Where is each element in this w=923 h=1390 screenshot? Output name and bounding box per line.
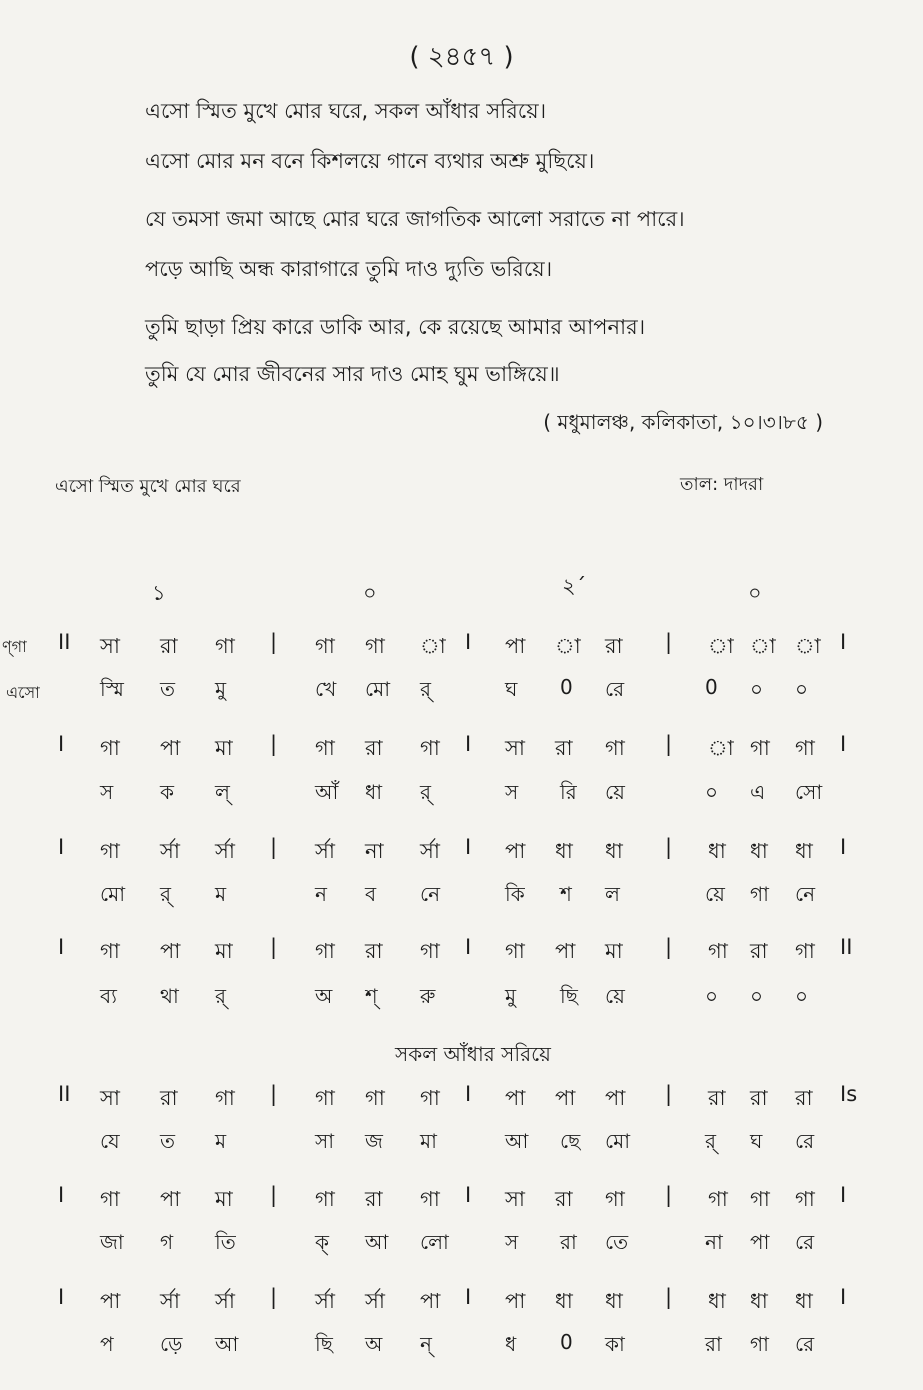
bar-line: | [270,1285,278,1309]
bar-line: I [58,1183,65,1207]
swara-note: র্সা [160,1289,180,1313]
lyric-syllable: লো [420,1230,449,1254]
swara-note: পা [605,1086,626,1110]
bar-line: | [270,1183,278,1207]
lyric-syllable: স [505,780,519,804]
swara-note: গা [315,634,335,658]
swara-note: া [420,634,446,658]
lyric-syllable: আঁ [315,780,339,804]
lyric-line: তুমি যে মোর জীবনের সার দাও মোহ ঘুম ভাঙ্গিয়ে॥ [145,362,560,386]
lyric-line: যে তমসা জমা আছে মোর ঘরে জাগতিক আলো সরাতে না পারে। [145,207,685,231]
bar-line: I [840,732,847,756]
lyric-syllable: গা [750,882,769,906]
swara-note: গা [750,1187,770,1211]
swara-note: ধা [605,1289,623,1313]
bar-line: I [840,835,847,859]
lyric-syllable: 0 [705,675,718,699]
swara-note: গা [315,736,335,760]
swara-note: মা [605,939,623,963]
beat-mark: ০ [748,581,762,605]
lyric-syllable: স [505,1230,519,1254]
lyric-syllable: যে [100,1129,120,1153]
swara-note: রা [750,1086,768,1110]
swara-note: সা [505,1187,525,1211]
bar-line: | [665,1183,673,1207]
swara-note: মা [215,939,233,963]
lyric-syllable: ত [160,1129,176,1153]
bar-line: I [840,1285,847,1309]
lyric-syllable: মা [420,1129,437,1153]
lyric-syllable: য়ে [605,780,625,804]
lyric-syllable: 0 [560,1330,573,1354]
page-number: ( ২৪৫৭ ) [409,42,514,72]
swara-note: ধা [795,1289,813,1313]
lyric-syllable: রি [560,780,577,804]
swara-note: পা [100,1289,121,1313]
swara-note: র্সা [420,839,440,863]
swara-note: রা [555,736,573,760]
bar-line: I [840,1183,847,1207]
swara-note: রা [555,1187,573,1211]
taal-label: তাল: দাদরা [680,474,764,495]
swara-note: গা [420,1086,440,1110]
lyric-syllable: রে [795,1129,815,1153]
swara-note: পা [505,634,526,658]
swara-note: সা [505,736,525,760]
swara-note: ধা [555,839,573,863]
lyric-syllable: মো [100,882,126,906]
lyric-line: পড়ে আছি অন্ধ কারাগারে তুমি দাও দ্যুতি ভরিয়ে। [145,257,553,281]
bar-line: Is [840,1082,858,1106]
lyric-syllable: স [100,780,114,804]
lyric-syllable: ০ [705,780,719,804]
lyric-syllable: ০ [705,984,719,1008]
lyric-syllable: য়ে [705,882,725,906]
swara-note: গা [315,939,335,963]
lyric-syllable: কা [605,1332,625,1356]
swara-note: র্সা [315,1289,335,1313]
beat-mark: ২´ [562,574,587,598]
swara-note: গা [215,1086,235,1110]
lyric-syllable: ঘ [505,677,518,701]
swara-note: পা [160,1187,181,1211]
lyric-syllable: রা [705,1332,722,1356]
swara-note: রা [365,736,383,760]
bar-line: | [665,1285,673,1309]
bar-line: I [465,935,472,959]
lyric-syllable: স্মি [100,677,124,701]
lyric-syllable: শ্ [365,984,378,1008]
lyric-syllable: ০ [750,677,764,701]
lyric-syllable: রে [795,1230,815,1254]
lyric-syllable: 0 [560,675,573,699]
bar-line: I [465,1183,472,1207]
lyric-syllable: ছে [560,1129,581,1153]
lyric-syllable: থা [160,984,179,1008]
bar-line: I [465,630,472,654]
lyric-syllable: মো [365,677,391,701]
bar-line: | [270,935,278,959]
swara-note: গা [100,736,120,760]
lyric-syllable: ছি [315,1332,333,1356]
lyric-syllable: জা [100,1230,124,1254]
lyric-line: তুমি ছাড়া প্রিয় কারে ডাকি আর, কে রয়েছে আমার আপনার। [145,315,646,339]
bar-line: II [840,935,853,959]
bar-line: | [270,630,278,654]
lyric-syllable: তি [215,1230,236,1254]
swara-note: রা [160,1086,178,1110]
lyric-line: এসো স্মিত মুখে মোর ঘরে, সকল আঁধার সরিয়ে। [145,99,547,123]
swara-note: গা [795,1187,815,1211]
swara-note: র্সা [365,1289,385,1313]
lyric-syllable: নে [420,882,441,906]
lyric-syllable: র্ [420,677,432,701]
bar-line: I [58,1285,65,1309]
lyric-syllable: অ [365,1332,383,1356]
swara-note: গা [795,736,815,760]
swara-note: ধা [708,839,726,863]
swara-note: গা [420,939,440,963]
bar-line: I [465,835,472,859]
lyric-syllable: ব [365,882,377,906]
lyric-syllable: আ [215,1332,239,1356]
lyric-syllable: র্ [705,1129,717,1153]
lyric-syllable: জ [365,1129,383,1153]
lyric-syllable: মু [505,984,517,1008]
lyric-syllable: র্ [420,780,432,804]
beat-mark: ১ [152,581,166,605]
swara-note: া [555,634,581,658]
attribution: ( মধুমালঞ্চ, কলিকাতা, ১০।৩।৮৫ ) [543,410,823,434]
lyric-syllable: ন [315,882,327,906]
swara-note: র্সা [215,1289,235,1313]
swara-note: গা [100,839,120,863]
swara-note: গা [100,939,120,963]
swara-note: মা [215,736,233,760]
lyric-syllable: ০ [795,677,809,701]
lyric-syllable: ক [160,780,174,804]
swara-note: র্সা [215,839,235,863]
lyric-syllable: নে [795,882,816,906]
lyric-syllable: রু [420,984,436,1008]
swara-note: গা [795,939,815,963]
lyric-syllable: মু [215,677,227,701]
swara-note: গা [420,736,440,760]
swara-note: মা [215,1187,233,1211]
lyric-syllable: সো [795,780,823,804]
lyric-syllable: ঘ [750,1129,763,1153]
bar-line: I [465,1082,472,1106]
lyric-syllable: রে [605,677,625,701]
swara-note: সা [100,1086,120,1110]
bar-line: | [665,732,673,756]
lyric-syllable: আ [505,1129,529,1153]
lyric-syllable: সা [315,1129,335,1153]
swara-note: ধা [795,839,813,863]
swara-note: রা [708,1086,726,1110]
lyric-syllable: এ [750,780,766,804]
lyric-syllable: শ [560,882,572,906]
lyric-syllable: আ [365,1230,389,1254]
swara-note: গা [315,1187,335,1211]
lyric-syllable: কি [505,882,525,906]
bar-line: | [270,835,278,859]
lyric-syllable: র্ [215,984,227,1008]
lyric-syllable: ল [605,882,620,906]
bar-line: | [665,1082,673,1106]
swara-note: া [708,736,734,760]
swara-note: গা [420,1187,440,1211]
swara-note: ধা [750,1289,768,1313]
lyric-line: এসো মোর মন বনে কিশলয়ে গানে ব্যথার অশ্রু মুছিয়ে। [145,149,595,173]
swara-note: পা [555,939,576,963]
bar-line: I [840,630,847,654]
swara-note: পা [160,939,181,963]
lyric-syllable: তে [605,1230,629,1254]
swara-note: গা [365,1086,385,1110]
beat-mark: ০ [363,581,377,605]
lyric-syllable: খে [315,677,337,701]
lyric-syllable: ছি [560,984,578,1008]
swara-note: গা [315,1086,335,1110]
lyric-syllable: ০ [795,984,809,1008]
section-label: সকল আঁধার সরিয়ে [395,1042,551,1066]
swara-note: গা [708,1187,728,1211]
swara-note: গা [505,939,525,963]
swara-note: গা [750,736,770,760]
swara-note: রা [750,939,768,963]
row-prefix-lyric: এসো [6,683,40,702]
song-title: এসো স্মিত মুখে মোর ঘরে [55,476,241,497]
swara-note: গা [365,634,385,658]
lyric-syllable: ত [160,677,176,701]
swara-note: ধা [555,1289,573,1313]
lyric-syllable: মো [605,1129,631,1153]
bar-line: | [665,835,673,859]
lyric-syllable: অ [315,984,333,1008]
swara-note: রা [795,1086,813,1110]
lyric-syllable: ম [215,1129,227,1153]
bar-line: I [465,732,472,756]
lyric-syllable: ০ [750,984,764,1008]
lyric-syllable: রা [560,1230,577,1254]
bar-line: II [58,1082,71,1106]
row-prefix-swara: ণ্গা [2,637,27,656]
bar-line: | [270,732,278,756]
swara-note: গা [605,1187,625,1211]
swara-note: গা [215,634,235,658]
swara-note: পা [505,839,526,863]
swara-note: রা [365,1187,383,1211]
lyric-syllable: ব্য [100,984,117,1008]
swara-note: পা [555,1086,576,1110]
lyric-syllable: ধা [365,780,383,804]
bar-line: | [665,935,673,959]
lyric-syllable: ম [215,882,227,906]
swara-note: র্সা [315,839,335,863]
swara-note: গা [100,1187,120,1211]
swara-note: গা [708,939,728,963]
bar-line: I [58,835,65,859]
swara-note: রা [605,634,623,658]
swara-note: সা [100,634,120,658]
lyric-syllable: গ [160,1230,174,1254]
swara-note: ধা [605,839,623,863]
lyric-syllable: পা [750,1230,770,1254]
lyric-syllable: প [100,1332,114,1356]
lyric-syllable: না [705,1230,723,1254]
swara-note: পা [505,1086,526,1110]
bar-line: I [465,1285,472,1309]
swara-note: পা [420,1289,441,1313]
lyric-syllable: ল্ [215,780,230,804]
lyric-syllable: ধ [505,1332,517,1356]
bar-line: I [58,732,65,756]
swara-note: ধা [750,839,768,863]
swara-note: রা [160,634,178,658]
lyric-syllable: রে [795,1332,815,1356]
swara-note: র্সা [160,839,180,863]
swara-note: ধা [708,1289,726,1313]
lyric-syllable: ড়ে [160,1332,183,1356]
bar-line: I [58,935,65,959]
swara-note: া [750,634,776,658]
lyric-syllable: ন্ [420,1332,432,1356]
swara-note: পা [505,1289,526,1313]
swara-note: া [795,634,821,658]
bar-line: | [665,630,673,654]
lyric-syllable: ক্ [315,1230,329,1254]
bar-line: | [270,1082,278,1106]
swara-note: না [365,839,384,863]
swara-note: রা [365,939,383,963]
lyric-syllable: য়ে [605,984,625,1008]
lyric-syllable: গা [750,1332,769,1356]
lyric-syllable: র্ [160,882,172,906]
swara-note: পা [160,736,181,760]
swara-note: া [708,634,734,658]
bar-line: II [58,630,71,654]
swara-note: গা [605,736,625,760]
